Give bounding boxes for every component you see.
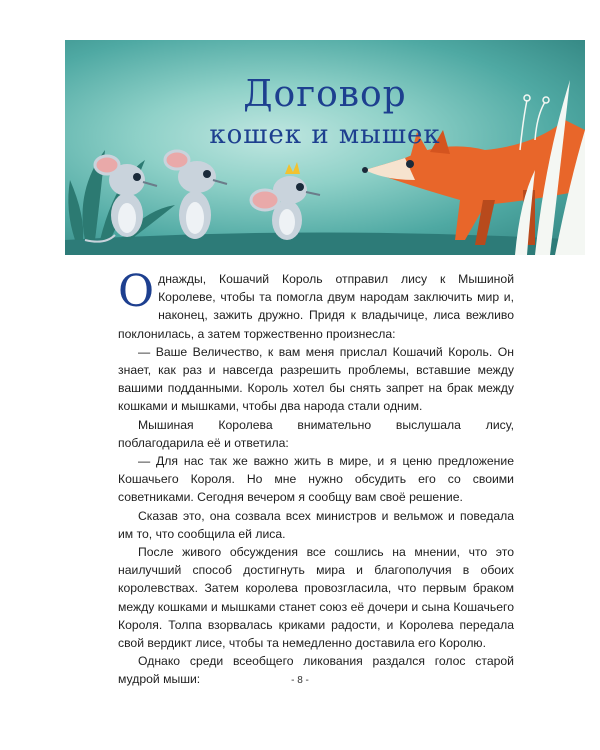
paragraph-text: днажды, Кошачий Король отправил лису к Мышиной Королеве, чтобы та помогла двум народам заключить мир и, наконец, зажить дружно. Придя к владычице, лиса вежливо поклонилась, а затем торжественно произнесла: — [118, 272, 514, 341]
paragraph: Сказав это, она созвала всех министров и вельмож и поведала им то, что сообщила ей лиса. — [118, 508, 514, 541]
paragraph: — Ваше Величество, к вам меня прислал Кошачий Король. Он знает, как раз и навсегда разрешить проблемы, вставшие между вашими подданными. Король хотел бы снять запрет на брак между кошками и мышками, чтобы два народа стали одним. — [118, 344, 514, 414]
page-title: Договор — [243, 74, 407, 115]
story-text — [118, 266, 514, 689]
paragraph: — Для нас так же важно жить в мире, и я ценю предложение Кошачьего Короля. Но мне нужно обсудить его со своими советниками. Сегодня вечером я сообщу вам своё решение. — [118, 454, 514, 505]
mouse-icon — [165, 151, 227, 239]
header-illustration — [65, 40, 585, 255]
page-number: - 8 - — [291, 675, 309, 686]
paragraph: Мышиная Королева внимательно выслушала лису, поблагодарила её и ответила: — [118, 417, 514, 450]
paragraph: После живого обсуждения все сошлись на мнении, что это наилучший способ достигнуть мира и благополучия в обоих королевствах. Затем королева провозгласила, что первым браком между кошками и мышками станет союз её дочери и сына Кошачьего Короля. Толпа взорвалась криками радости, и Королева передала свой вердикт лисе, чтобы та немедленно доставила его Королю. — [118, 545, 514, 651]
crown-icon — [285, 162, 300, 174]
ground — [65, 233, 585, 256]
paragraph — [118, 266, 514, 343]
page-subtitle: кошек и мышек — [209, 120, 441, 150]
paragraph: Однако среди всеобщего ликования раздался голос старой мудрой мыши: — [118, 654, 514, 687]
queen-mouse-icon — [251, 162, 320, 240]
drop-cap: О — [118, 266, 155, 317]
